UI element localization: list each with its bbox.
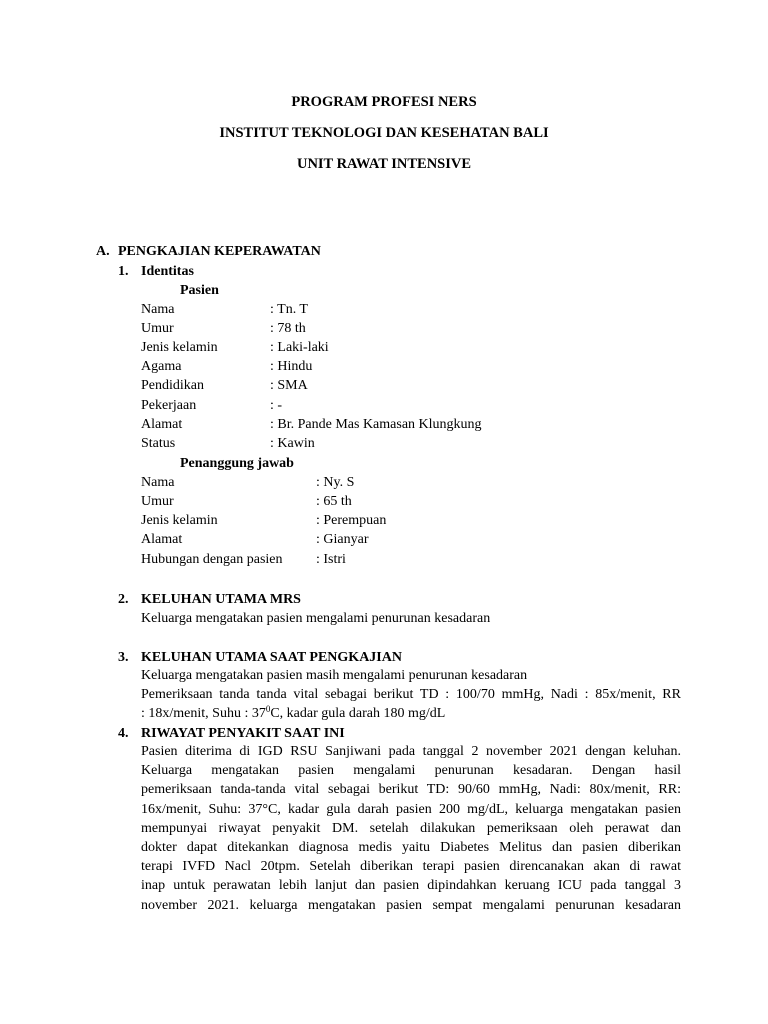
identitas-number: 1. (118, 264, 129, 279)
keluhan-mrs-title: KELUHAN UTAMA MRS (141, 592, 301, 607)
degree-superscript: 0 (265, 704, 271, 715)
field-value: : Br. Pande Mas Kamasan Klungkung (270, 417, 482, 432)
field-value: : Laki-laki (270, 340, 329, 355)
text-line: Keluarga mengatakan pasien masih mengalami penurunan kesadaran (141, 668, 528, 683)
field-value: : SMA (270, 378, 308, 393)
penanggung-jawab-title: Penanggung jawab (180, 456, 294, 471)
field-label: Nama (141, 302, 175, 317)
keluhan-pengkajian-number: 3. (118, 650, 129, 665)
field-label: Jenis kelamin (141, 513, 218, 528)
header-unit: UNIT RAWAT INTENSIVE (296, 156, 472, 172)
keluhan-pengkajian-text (141, 666, 681, 724)
vital-text-end: C, kadar gula darah 180 mg/dL (270, 706, 446, 722)
field-label: Nama (141, 475, 175, 490)
text-line: 16x/menit, Suhu: 37°C, kadar gula darah pasien 200 mg/dL, keluarga mengatakan pasien (141, 801, 681, 817)
pasien-title: Pasien (180, 283, 219, 298)
section-a-title: PENGKAJIAN KEPERAWATAN (118, 244, 321, 259)
field-value: : 78 th (270, 321, 306, 336)
field-label: Alamat (141, 532, 183, 547)
identitas-title: Identitas (141, 264, 194, 279)
field-label: Umur (141, 321, 174, 336)
text-line: Pemeriksaan tanda tanda vital sebagai berikut TD : 100/70 mmHg, Nadi : 85x/menit, RR (141, 687, 681, 703)
field-label: Jenis kelamin (141, 340, 218, 355)
riwayat-text (141, 742, 681, 915)
keluhan-mrs-number: 2. (118, 592, 129, 607)
text-line (141, 704, 681, 723)
text-line: pemeriksaan tanda-tanda vital sebagai berikut TD: 90/60 mmHg, Nadi: 80x/menit, RR: (141, 782, 681, 798)
field-value: : Ny. S (316, 475, 355, 490)
text-line: november 2021. keluarga mengatakan pasien sempat mengalami penurunan kesadaran (141, 897, 681, 913)
field-value: : Istri (316, 552, 346, 567)
text-line: terapi IVFD Nacl 20tpm. Setelah diberikan terapi pasien direncanakan akan di rawat (141, 859, 681, 875)
text-line: Pasien diterima di IGD RSU Sanjiwani pada tanggal 2 november 2021 dengan keluhan. (141, 744, 681, 759)
field-value: : 65 th (316, 494, 352, 509)
riwayat-number: 4. (118, 726, 129, 741)
text-line: Keluarga mengatakan pasien mengalami penurunan kesadaran. Dengan hasil (141, 763, 681, 779)
text-line: inap untuk perawatan lebih lanjut dan pasien dipindahkan keruang ICU pada tanggal 3 (141, 878, 681, 894)
field-value: : Gianyar (316, 532, 369, 547)
field-value: : Perempuan (316, 513, 387, 528)
keluhan-mrs-text: Keluarga mengatakan pasien mengalami penurunan kesadaran (141, 611, 491, 626)
section-a-marker: A. (96, 244, 110, 259)
field-label: Alamat (141, 417, 183, 432)
field-label: Pekerjaan (141, 398, 197, 413)
field-value: : Hindu (270, 359, 313, 374)
field-value: : - (270, 398, 283, 413)
keluhan-pengkajian-title: KELUHAN UTAMA SAAT PENGKAJIAN (141, 650, 402, 665)
field-label: Pendidikan (141, 378, 204, 393)
field-label: Agama (141, 359, 182, 374)
field-value: : Kawin (270, 436, 315, 451)
field-label: Hubungan dengan pasien (141, 552, 283, 567)
riwayat-title: RIWAYAT PENYAKIT SAAT INI (141, 726, 345, 741)
field-value: : Tn. T (270, 302, 308, 317)
vital-text: : 18x/menit, Suhu : 37 (141, 706, 266, 722)
header-program: PROGRAM PROFESI NERS (291, 94, 477, 110)
text-line: mempunyai riwayat penyakit DM. setelah dilakukan pemeriksaan oleh perawat dan (141, 820, 681, 836)
header-institute: INSTITUT TEKNOLOGI DAN KESEHATAN BALI (219, 125, 549, 141)
field-label: Umur (141, 494, 174, 509)
text-line: dokter dapat ditekankan diagnosa medis yaitu Diabetes Melitus dan pasien diberikan (141, 840, 681, 856)
field-label: Status (141, 436, 176, 451)
